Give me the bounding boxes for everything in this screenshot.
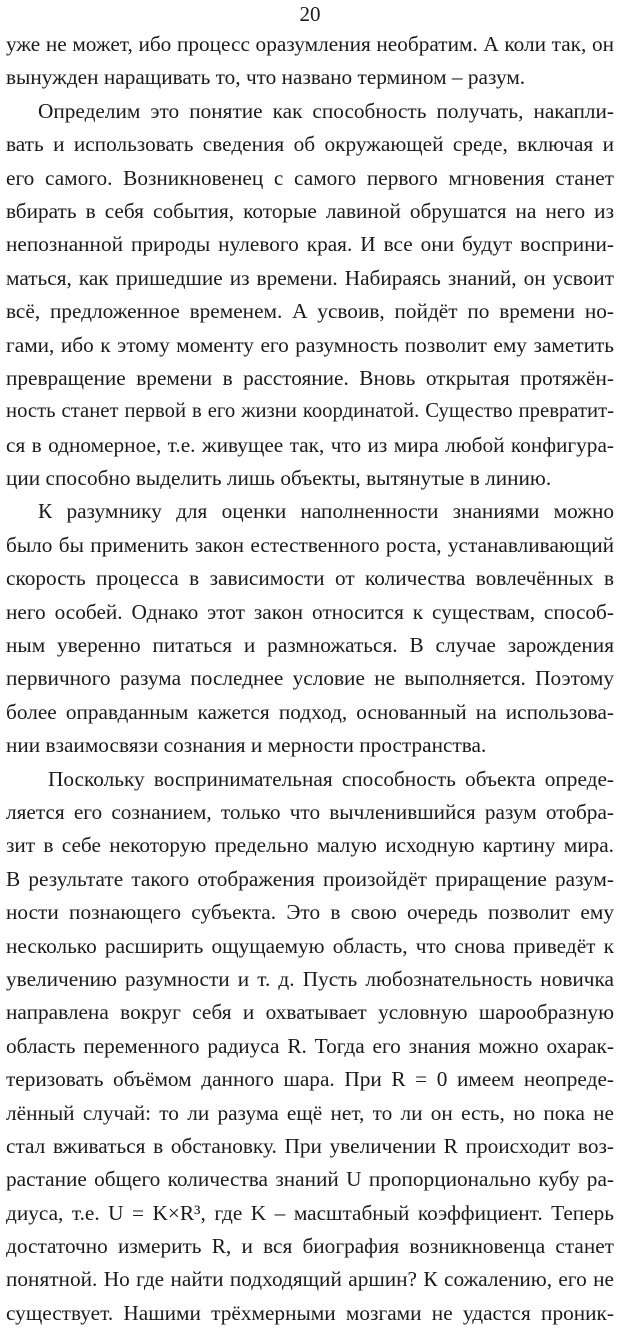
text-line: зит в себе некоторую предельно малую исходную картину мира. bbox=[6, 833, 614, 858]
text-line: ности познающего субъекта. Это в свою очередь позволит ему bbox=[6, 900, 614, 925]
text-line: него особей. Однако этот закон относится к существам, способ- bbox=[6, 599, 614, 624]
text-line: область переменного радиуса R. Тогда его знания можно охарак- bbox=[6, 1033, 614, 1058]
text-line: ции способно выделить лишь объекты, вытянутые в линию. bbox=[6, 466, 552, 491]
text-line: теризовать объёмом данного шара. При R = 0 имеем неопреде- bbox=[6, 1067, 614, 1092]
text-line: маться, как пришедшие из времени. Набираясь знаний, он усвоит bbox=[6, 265, 614, 290]
text-line: достаточно измерить R, и вся биография возникновенца станет bbox=[6, 1234, 614, 1259]
text-line: В результате такого отображения произойдёт приращение разум- bbox=[6, 866, 614, 891]
text-line: вбирать в себя события, которые лавиной обрушатся на него из bbox=[6, 198, 614, 223]
text-line: ляется его сознанием, только что вычленившийся разум отобра- bbox=[6, 799, 614, 824]
text-line: направлена вокруг себя и охватывает условную шарообразную bbox=[6, 1000, 614, 1025]
text-line: вынужден наращивать то, что названо термином – разум. bbox=[6, 65, 526, 90]
text-line: ным уверенно питаться и размножаться. В случае зарождения bbox=[6, 633, 614, 658]
text-line: всё, предложенное временем. А усвоив, пойдёт по времени но- bbox=[6, 299, 614, 324]
text-line: стал вживаться в обстановку. При увеличении R происходит воз- bbox=[6, 1133, 614, 1158]
text-line: уже не может, ибо процесс оразумления необратим. А коли так, он bbox=[6, 32, 614, 56]
text-line: ся в одномерное, т.е. живущее так, что из мира любой конфигура- bbox=[6, 432, 614, 457]
text-line: превращение времени в расстояние. Вновь открытая протяжён- bbox=[6, 365, 614, 390]
text-line: несколько расширить ощущаемую область, что снова приведёт к bbox=[6, 933, 614, 958]
page-number: 20 bbox=[299, 2, 321, 26]
text-line: нии взаимосвязи сознания и мерности пространства. bbox=[6, 733, 487, 758]
text-line: скорость процесса в зависимости от количества вовлечённых в bbox=[6, 566, 614, 591]
body-text bbox=[6, 28, 614, 1330]
paragraph-first-line: Поскольку воспринимательная способность объекта опреде- bbox=[48, 766, 614, 791]
paragraph-first-line: Определим это понятие как способность получать, накапли- bbox=[38, 98, 614, 123]
text-line: вать и использовать сведения об окружающей среде, включая и bbox=[6, 132, 614, 157]
text-line: лённый случай: то ли разума ещё нет, то ли он есть, но пока не bbox=[6, 1100, 614, 1125]
text-line: увеличению разумности и т. д. Пусть любознательность новичка bbox=[6, 966, 614, 991]
text-line: было бы применить закон естественного роста, устанавливающий bbox=[6, 532, 614, 557]
text-line: более оправданным кажется подход, основанный на использова- bbox=[6, 699, 614, 724]
text-line: ность станет первой в его жизни координатой. Существо превратит- bbox=[6, 400, 614, 423]
text-line: гами, ибо к этому моменту его разумность позволит ему заметить bbox=[6, 332, 614, 357]
text-line: диуса, т.е. U = K×R³, где K – масштабный коэффициент. Теперь bbox=[6, 1200, 614, 1225]
text-line: первичного разума последнее условие не выполняется. Поэтому bbox=[6, 666, 614, 691]
paragraph-first-line: К разумнику для оценки наполненности знаниями можно bbox=[38, 499, 614, 524]
text-line: существует. Нашими трёхмерными мозгами не удастся проник- bbox=[6, 1300, 614, 1325]
text-line: растание общего количества знаний U пропорционально кубу ра- bbox=[6, 1167, 614, 1192]
text-line: непознанной природы нулевого края. И все они будут восприни- bbox=[6, 232, 614, 257]
text-line: его самого. Возникновенец с самого первого мгновения станет bbox=[6, 165, 614, 190]
text-line: понятной. Но где найти подходящий аршин? К сожалению, его не bbox=[6, 1267, 614, 1292]
